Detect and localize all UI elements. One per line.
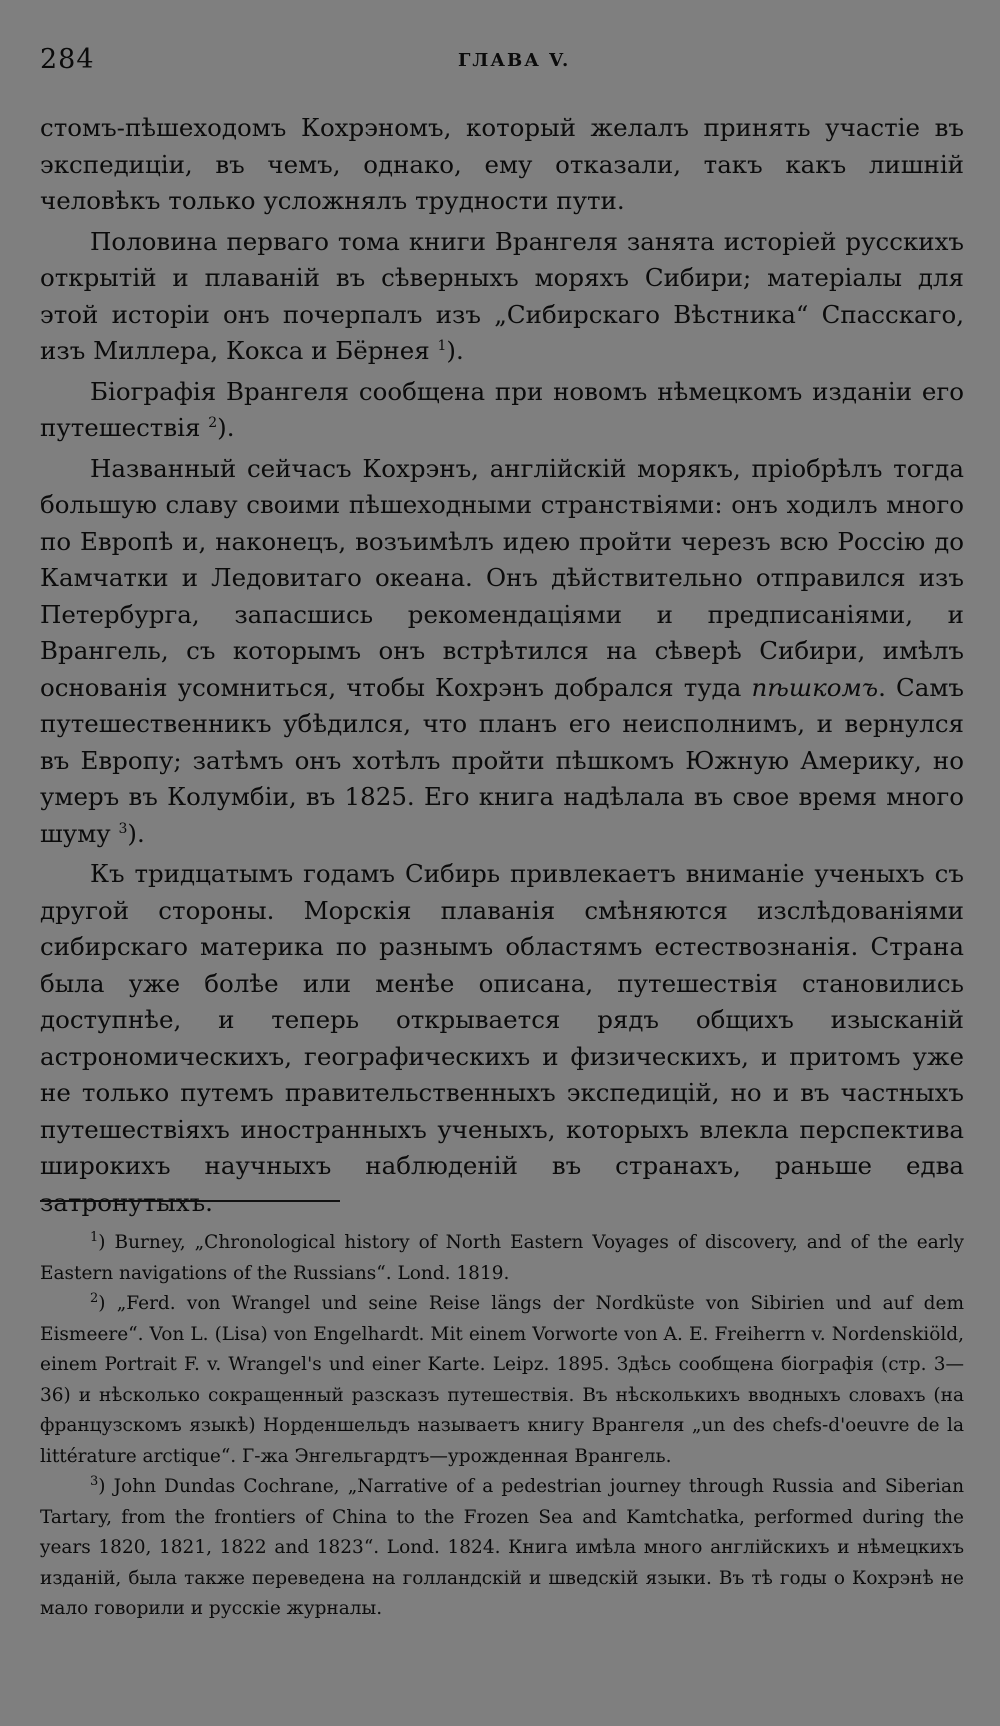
paragraph-4-end: ).	[127, 818, 145, 848]
paragraph-4-text-b: . Самъ путешественникъ убѣдился, что планъ его неисполнимъ, и вернулся въ Европу; затѣмъ онъ хотѣлъ пройти пѣшкомъ Южную Америку, но умеръ въ Колумбіи, въ 1825. Его книга надѣлала въ свое время много шуму	[40, 672, 964, 848]
footnote-3-number: 3	[90, 1473, 99, 1489]
paragraph-3	[40, 374, 964, 447]
page-number: 284	[40, 44, 95, 75]
footnote-1-text: ) Burney, „Chronological history of North Eastern Voyages of discovery, and of the early Eastern navigations of the Russians“. Lond. 1819.	[40, 1232, 964, 1284]
paragraph-5-text: Къ тридцатымъ годамъ Сибирь привлекаетъ вниманіе ученыхъ съ другой стороны. Морскія плаванія смѣняются изслѣдованіями сибирскаго материка по разнымъ областямъ естествознанія. Страна была уже болѣе или менѣе описана, путешествія становились доступнѣе, и теперь открывается рядъ общихъ изысканій астрономическихъ, географическихъ и физическихъ, и притомъ уже не только путемъ правительственныхъ экспедицій, но и въ частныхъ путешествіяхъ иностранныхъ ученыхъ, которыхъ влекла перспектива широкихъ научныхъ наблюденій въ странахъ, раньше едва затронутыхъ.	[40, 859, 964, 1217]
footnote-divider	[40, 1200, 340, 1202]
paragraph-2	[40, 224, 964, 370]
footnote-3-text: ) John Dundas Cochrane, „Narrative of a pedestrian journey through Russia and Siberian Tartary, from the frontiers of China to the Frozen Sea and Kamtchatka, performed during the years 1820, 1821, 1822 and 1823“. Lond. 1824. Книга имѣла много англійскихъ и нѣмецкихъ изданій, была также переведена на голландскій и шведскій языки. Въ тѣ годы о Кохрэнѣ не мало говорили и русскіе журналы.	[40, 1476, 964, 1619]
paragraph-4-text-a: Названный сейчасъ Кохрэнъ, англійскій морякъ, пріобрѣлъ тогда большую славу своими пѣшеходными странствіями: онъ ходилъ много по Европѣ и, наконецъ, возъимѣлъ идею пройти черезъ всю Россію до Камчатки и Ледовитаго океана. Онъ дѣйствительно отправился изъ Петербурга, запасшись рекомендаціями и предписаніями, и Врангель, съ которымъ онъ встрѣтился на сѣверѣ Сибири, имѣлъ основанія усомниться, чтобы Кохрэнъ добрался туда	[40, 453, 964, 702]
footnote-3	[40, 1472, 964, 1625]
footnote-1-number: 1	[90, 1229, 99, 1245]
footnote-ref-3[interactable]: 3	[118, 820, 128, 837]
paragraph-4	[40, 451, 964, 853]
paragraph-3-text: Біографія Врангеля сообщена при новомъ нѣмецкомъ изданіи его путешествія	[40, 376, 964, 442]
footnote-ref-2[interactable]: 2	[208, 414, 218, 431]
paragraph-5	[40, 856, 964, 1221]
main-text	[40, 110, 964, 1225]
paragraph-2-end: ).	[446, 336, 464, 365]
paragraph-1	[40, 110, 964, 220]
footnote-ref-1[interactable]: 1	[437, 337, 447, 354]
paragraph-2-text: Половина перваго тома книги Врангеля занята исторіей русскихъ открытій и плаваній въ сѣверныхъ моряхъ Сибири; матеріалы для этой исторіи онъ почерпалъ изъ „Сибирскаго Вѣстника“ Спасскаго, изъ Миллера, Кокса и Бёрнея	[40, 226, 964, 365]
footnote-2-number: 2	[90, 1290, 99, 1306]
footnote-2	[40, 1289, 964, 1472]
emphasized-word: пѣшкомъ	[751, 672, 879, 702]
paragraph-1-text: стомъ-пѣшеходомъ Кохрэномъ, который желалъ принять участіе въ экспедиціи, въ чемъ, однако, ему отказали, такъ какъ лишній человѣкъ только усложнялъ трудности пути.	[40, 113, 964, 215]
footnote-1	[40, 1228, 964, 1289]
paragraph-3-end: ).	[217, 413, 235, 442]
chapter-heading: ГЛАВА V.	[458, 50, 571, 71]
footnote-2-text: ) „Ferd. von Wrangel und seine Reise längs der Nordküste von Sibirien und auf dem Eismeere“. Von L. (Lisa) von Engelhardt. Mit einem Vorworte von A. E. Freiherrn v. Nordenskiöld, einem Portrait F. v. Wrangel's und einer Karte. Leipz. 1895. Здѣсь сообщена біографія (стр. 3—36) и нѣсколько сокращенный разсказъ путешествія. Въ нѣсколькихъ вводныхъ словахъ (на французскомъ языкѣ) Норденшельдъ называетъ книгу Врангеля „un des chefs-d'oeuvre de la littérature arctique“. Г-жа Энгельгардтъ—урожденная Врангель.	[40, 1293, 964, 1467]
running-head	[40, 44, 960, 84]
footnotes	[40, 1228, 964, 1625]
